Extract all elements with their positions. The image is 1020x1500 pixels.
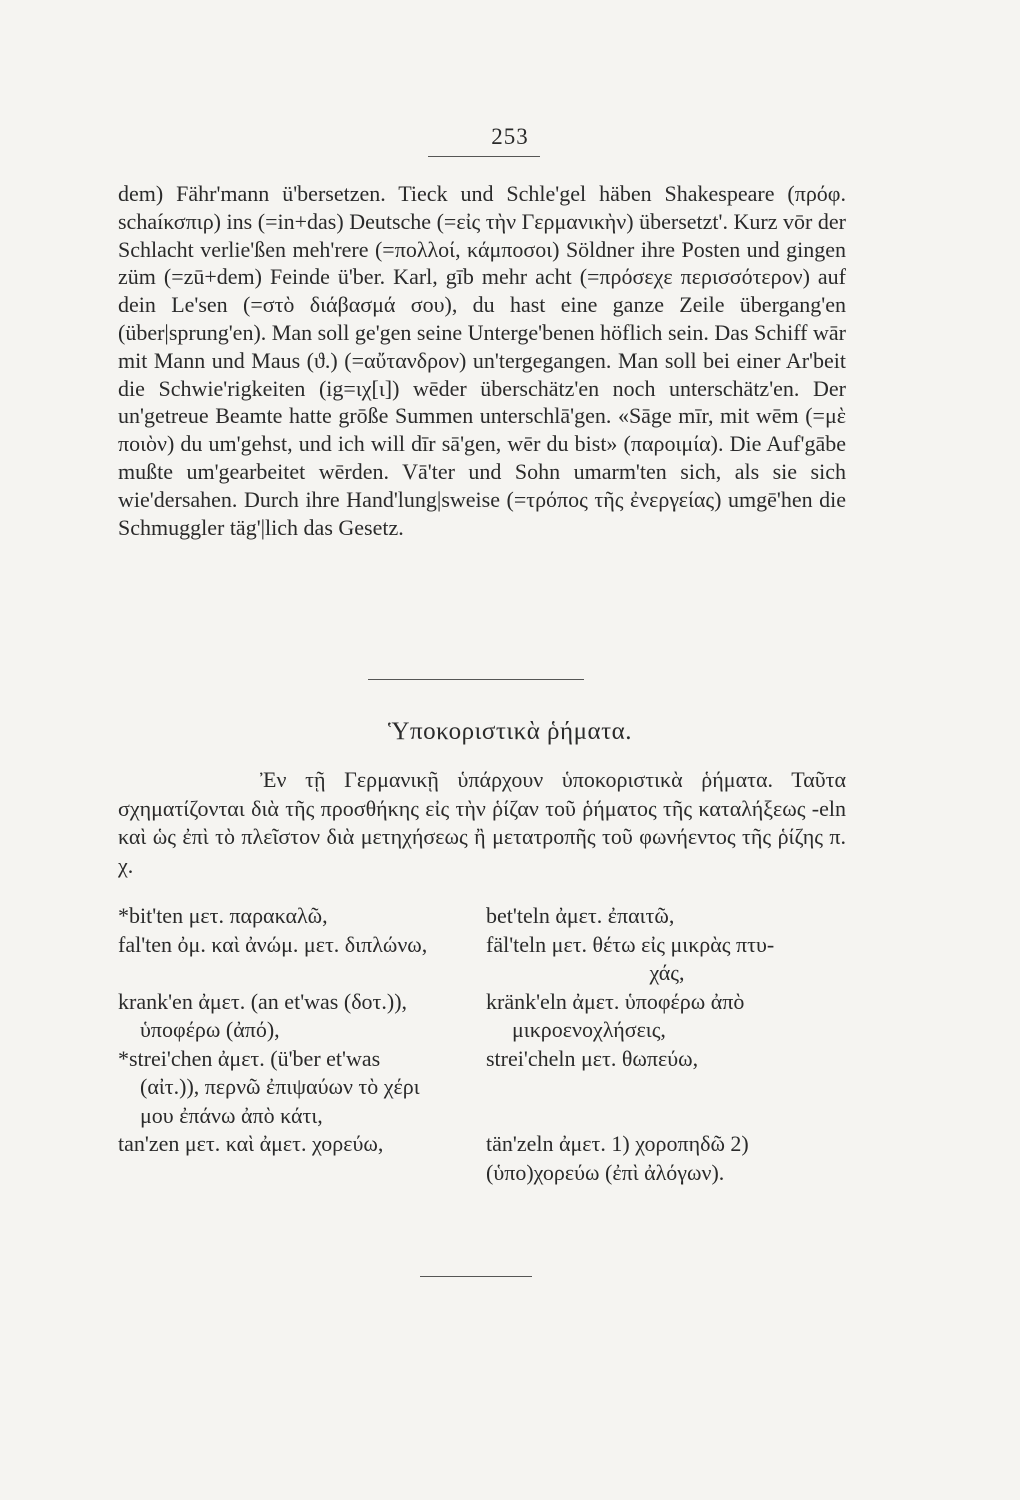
verb-row — [118, 931, 848, 988]
verb-line: fal'ten ὀμ. καὶ ἀνώμ. μετ. διπλώνω, — [118, 931, 428, 957]
verb-line: kränk'eln ἀμετ. ὑποφέρω ἀπὸ — [486, 988, 745, 1014]
verb-base — [118, 988, 478, 1045]
verb-row — [118, 1045, 848, 1131]
section-title: Ὑποκοριστικὰ ῥήματα. — [388, 718, 632, 745]
bottom-rule — [420, 1276, 532, 1277]
verb-diminutive — [486, 931, 848, 988]
verb-row — [118, 902, 848, 931]
verb-line: μικροενοχλήσεις, — [512, 1017, 666, 1042]
verb-base — [118, 931, 478, 988]
verb-line: *strei'chen ἀμετ. (ü'ber et'was — [118, 1045, 381, 1071]
section-divider — [368, 679, 584, 680]
verb-diminutive — [486, 1130, 848, 1187]
verb-line: bet'teln ἀμετ. ἐπαιτῶ, — [486, 903, 675, 928]
verb-line: ὑποφέρω (ἀπό), — [140, 1017, 280, 1042]
verb-diminutive — [486, 1045, 848, 1131]
verb-line: krank'en ἀμετ. (an et'was (δοτ.)), — [118, 988, 408, 1014]
verb-line: χάς, — [649, 960, 685, 985]
top-rule — [428, 156, 540, 157]
verb-line: *bit'ten μετ. παρακαλῶ, — [118, 903, 328, 928]
verb-list — [118, 902, 848, 1187]
verb-line: tan'zen μετ. καὶ ἀμετ. χορεύω, — [118, 1131, 384, 1156]
verb-base — [118, 1045, 478, 1131]
main-paragraph: dem) Fähr'mann ü'bersetzen. Tieck und Schle'gel häben Shakespeare (πρόφ. schaíκσπιρ) ins (=in+das) Deutsche (=εἰς τὴν Γερμανικὴν) übersetzt'. Kurz vōr der Schlacht verlie'ßen meh'rere (=πολλοί, κάμποσοι) Söldner ihre Posten und gingen züm (=zū+dem) Feinde ü'ber. Karl, gīb mehr acht (=πρόσεχε περισσότερον) auf dein Le'sen (=στὸ διάβασμά σου), du hast eine ganze Zeile übergang'en (über|sprung'en). Man soll ge'gen seine Unterge'benen höflich sein. Das Schiff wār mit Mann und Maus (ϑ.) (=αὔτανδρον) un'tergegangen. Man soll bei einer Ar'beit die Schwie'rigkeiten (ig=ιχ[ι]) wēder überschätz'en noch unterschätz'en. Der un'getreue Beamte hatte grōße Summen unterschlā'gen. «Sāge mīr, mit wēm (=μὲ ποιὸν) du um'gehst, und ich will dīr sā'gen, wēr du bist» (παροιμία). Die Auf'gābe mußte um'gearbeitet wērden. Vā'ter und Sohn umarm'ten sich, als sie sich wie'dersahen. Durch ihre Hand'lung|sweise (=τρόπος τῆς ἐνεργείας) umgē'hen die Schmuggler täg'|lich das Gesetz. — [118, 181, 846, 540]
verb-line: tän'zeln ἀμετ. 1) χοροπηδῶ 2) — [486, 1131, 749, 1156]
verb-line: fäl'teln μετ. θέτω εἰς μικρὰς πτυ- — [486, 931, 775, 957]
verb-diminutive — [486, 902, 848, 931]
verb-base — [118, 902, 478, 931]
verb-line: strei'cheln μετ. θωπεύω, — [486, 1045, 699, 1071]
verb-line: (αἰτ.)), περνῶ ἐπιψαύων τὸ χέρι — [140, 1074, 420, 1099]
verb-base — [118, 1130, 478, 1187]
verb-line: (ὑπο)χορεύω (ἐπὶ ἀλόγων). — [486, 1159, 725, 1185]
verb-row — [118, 1130, 848, 1187]
verb-row — [118, 988, 848, 1045]
section-intro: Ἐν τῇ Γερμανικῇ ὑπάρχουν ὑποκοριστικὰ ῥήματα. Ταῦτα σχηματίζονται διὰ τῆς προσθήκης εἰς τὴν ῥίζαν τοῦ ῥήματος τῆς καταλήξεως -eln καὶ ὡς ἐπὶ τὸ πλεῖστον διὰ μετηχήσεως ἢ μετατροπῆς τοῦ φωνήεντος τῆς ῥίζης π. χ. — [118, 767, 846, 878]
verb-diminutive — [486, 988, 848, 1045]
verb-line: μου ἐπάνω ἀπὸ κάτι, — [140, 1102, 323, 1128]
page-number: 253 — [491, 124, 529, 149]
